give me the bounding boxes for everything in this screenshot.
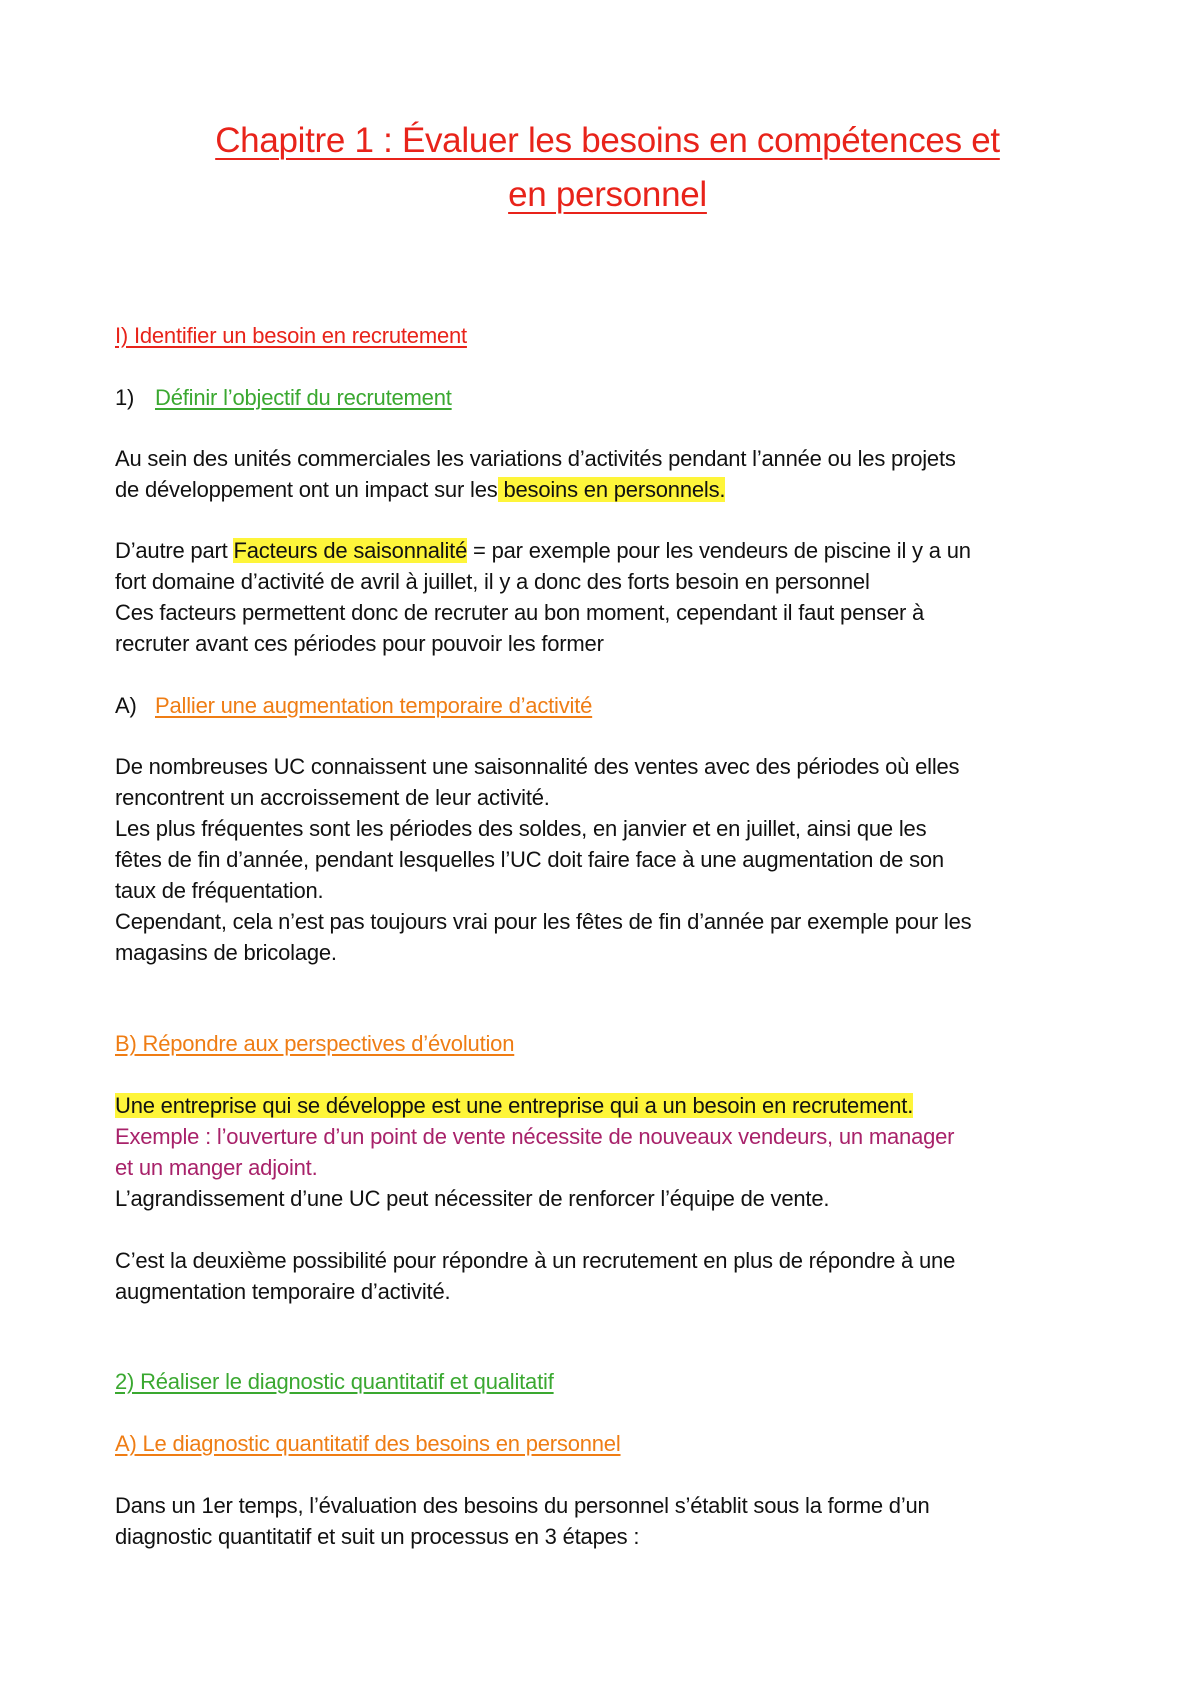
paragraph-line: fêtes de fin d’année, pendant lesquelles l’UC doit faire face à une augmentation de son (115, 847, 944, 872)
chapter-title-line-2: en personnel (508, 175, 707, 214)
paragraph-line: C’est la deuxième possibilité pour répondre à un recrutement en plus de répondre à une (115, 1248, 956, 1273)
paragraph-line (115, 474, 725, 505)
paragraph-line (115, 535, 971, 566)
chapter-title-line-1: Chapitre 1 : Évaluer les besoins en compétences et (215, 121, 1000, 160)
highlighted-text: besoins en personnels. (497, 477, 726, 502)
paragraph-line: Cependant, cela n’est pas toujours vrai pour les fêtes de fin d’année par exemple pour les (115, 909, 972, 934)
paragraph-line: taux de fréquentation. (115, 878, 324, 903)
paragraph-line: Au sein des unités commerciales les variations d’activités pendant l’année ou les projets (115, 446, 956, 471)
section-2-heading: 2) Réaliser le diagnostic quantitatif et qualitatif (115, 1369, 554, 1394)
paragraph-line: recruter avant ces périodes pour pouvoir les former (115, 631, 604, 656)
section-2-subsection-a-heading: A) Le diagnostic quantitatif des besoins en personnel (115, 1431, 621, 1456)
subsection-a-heading (115, 690, 592, 721)
paragraph-line (115, 1090, 913, 1121)
paragraph-line: Dans un 1er temps, l’évaluation des besoins du personnel s’établit sous la forme d’un (115, 1493, 930, 1518)
paragraph-text: de développement ont un impact sur les (115, 477, 498, 502)
paragraph-line: fort domaine d’activité de avril à juillet, il y a donc des forts besoin en personnel (115, 569, 870, 594)
paragraph-line: De nombreuses UC connaissent une saisonnalité des ventes avec des périodes où elles (115, 754, 960, 779)
paragraph-line: rencontrent un accroissement de leur activité. (115, 785, 550, 810)
chapter-title (115, 114, 1100, 222)
subsection-a-number: A) (115, 693, 137, 718)
highlighted-text: Facteurs de saisonnalité (233, 538, 468, 563)
subsection-1-label: Définir l’objectif du recrutement (155, 385, 452, 410)
paragraph-text: D’autre part (115, 538, 234, 563)
paragraph-text: = par exemple pour les vendeurs de piscine il y a un (467, 538, 971, 563)
paragraph-line: augmentation temporaire d’activité. (115, 1279, 451, 1304)
subsection-1-heading (115, 382, 452, 413)
paragraph-line: magasins de bricolage. (115, 940, 337, 965)
subsection-b-heading: B) Répondre aux perspectives d’évolution (115, 1031, 515, 1056)
section-1-heading: I) Identifier un besoin en recrutement (115, 323, 467, 348)
paragraph-line: Les plus fréquentes sont les périodes des soldes, en janvier et en juillet, ainsi que les (115, 816, 927, 841)
paragraph-line: Ces facteurs permettent donc de recruter au bon moment, cependant il faut penser à (115, 600, 925, 625)
paragraph-line: L’agrandissement d’une UC peut nécessiter de renforcer l’équipe de vente. (115, 1186, 830, 1211)
subsection-a-label: Pallier une augmentation temporaire d’activité (155, 693, 593, 718)
subsection-1-number: 1) (115, 385, 135, 410)
highlighted-text: Une entreprise qui se développe est une entreprise qui a un besoin en recrutement. (115, 1093, 914, 1118)
paragraph-line: diagnostic quantitatif et suit un processus en 3 étapes : (115, 1524, 640, 1549)
example-line: Exemple : l’ouverture d’un point de vente nécessite de nouveaux vendeurs, un manager (115, 1124, 955, 1149)
example-line: et un manger adjoint. (115, 1155, 318, 1180)
